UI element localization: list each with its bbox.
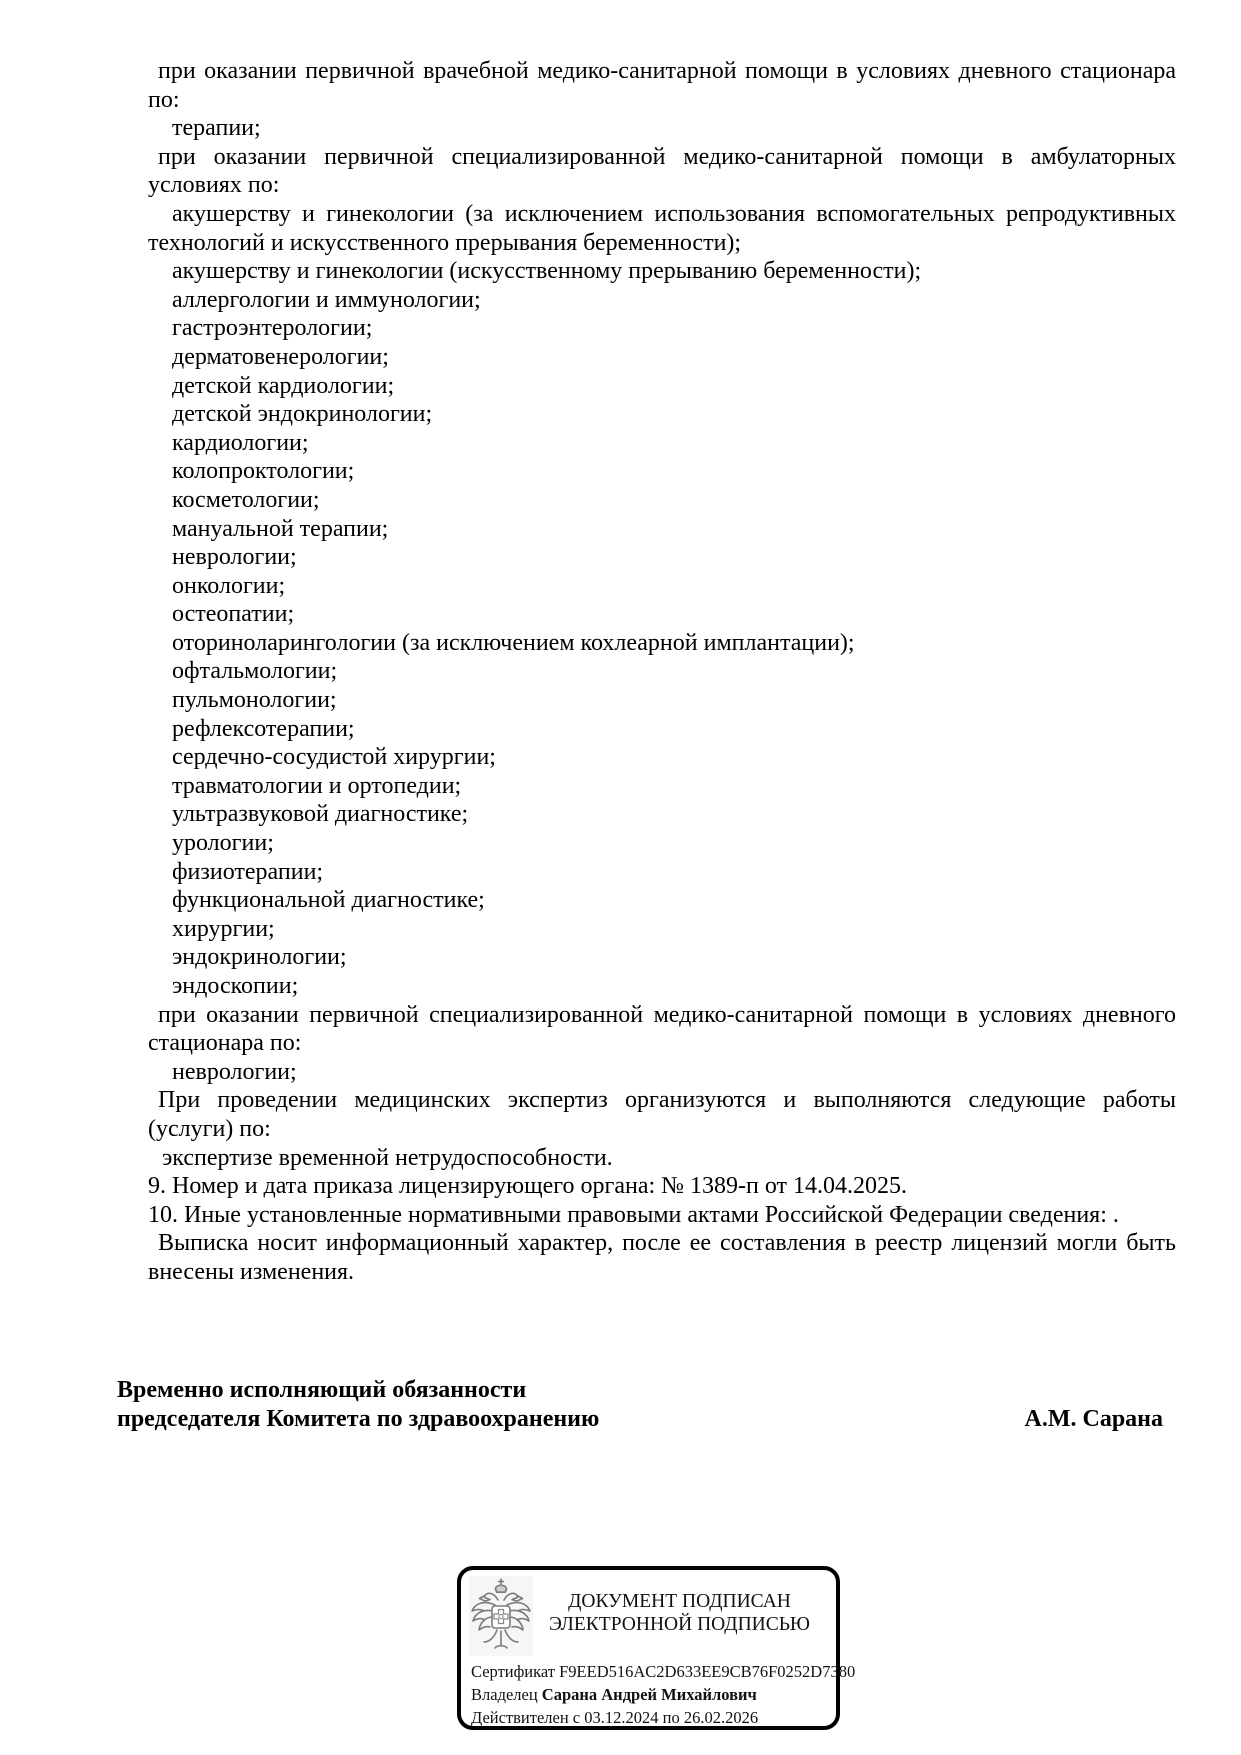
signatory-name: А.М. Сарана xyxy=(1024,1405,1163,1432)
specialty-item: сердечно-сосудистой хирургии; xyxy=(172,744,496,771)
specialty-item: травматологии и ортопедии; xyxy=(172,772,462,799)
specialty-item: детской эндокринологии; xyxy=(172,401,433,428)
specialty-item: эндокринологии; xyxy=(172,944,347,971)
specialty-item: косметологии; xyxy=(172,486,320,513)
specialty-item: мануальной терапии; xyxy=(172,515,389,542)
numbered-item-10: 10. Иные установленные нормативными правовыми актами Российской Федерации сведения: . xyxy=(148,1201,1119,1228)
specialty-item: рефлексотерапии; xyxy=(172,715,355,742)
body-paragraph: при оказании первичной специализированной медико-санитарной помощи в амбулаторных условиях по: xyxy=(148,143,1176,199)
specialty-item: оториноларингологии (за исключением кохлеарной имплантации); xyxy=(172,629,855,656)
specialty-item: ультразвуковой диагностике; xyxy=(172,801,469,828)
body-paragraph: при оказании первичной врачебной медико-санитарной помощи в условиях дневного стационара по: xyxy=(148,58,1176,113)
body-paragraph: при оказании первичной специализированной медико-санитарной помощи в условиях дневного стационара по: xyxy=(148,1001,1176,1057)
specialty-item: урологии; xyxy=(172,830,274,857)
signatory-position-line1: Временно исполняющий обязанности xyxy=(117,1377,527,1403)
specialty-item: неврологии; xyxy=(172,544,297,571)
owner-label: Владелец xyxy=(471,1685,538,1704)
specialty-item: гастроэнтерологии; xyxy=(172,315,373,342)
specialty-item: кардиологии; xyxy=(172,429,309,456)
body-paragraph: При проведении медицинских экспертиз организуются и выполняются следующие работы (услуги) по: xyxy=(148,1087,1176,1142)
specialty-item: эндоскопии; xyxy=(172,973,299,999)
specialty-item: функциональной диагностике; xyxy=(172,887,485,914)
numbered-item-9: 9. Номер и дата приказа лицензирующего органа: № 1389-п от 14.04.2025. xyxy=(148,1173,908,1200)
validity-line: Действителен с 03.12.2024 по 26.02.2026 xyxy=(471,1708,759,1727)
specialty-item: акушерству и гинекологии (искусственному прерыванию беременности); xyxy=(172,258,922,285)
specialty-item: пульмонологии; xyxy=(172,687,337,714)
specialty-item: детской кардиологии; xyxy=(172,372,395,399)
specialty-item: аллергологии и иммунологии; xyxy=(172,286,481,313)
license-text-block xyxy=(148,57,1176,1287)
specialty-item: неврологии; xyxy=(172,1058,297,1085)
roszdravnadzor-eagle-icon xyxy=(469,1576,533,1656)
specialty-item: экспертизе временной нетрудоспособности. xyxy=(162,1144,613,1171)
stamp-title-line2: ЭЛЕКТРОННОЙ ПОДПИСЬЮ xyxy=(549,1614,810,1635)
certificate-label: Сертификат xyxy=(471,1662,555,1681)
certificate-value: F9EED516AC2D633EE9CB76F0252D7380 xyxy=(559,1662,856,1681)
stamp-header xyxy=(469,1576,826,1656)
stamp-title xyxy=(533,1590,826,1656)
owner-line xyxy=(471,1683,826,1706)
signature-row xyxy=(117,1405,1163,1434)
specialty-item: офтальмологии; xyxy=(172,658,338,685)
owner-name: Сарана Андрей Михайлович xyxy=(541,1685,757,1704)
specialty-item: онкологии; xyxy=(172,572,286,599)
specialty-item: физиотерапии; xyxy=(172,858,324,885)
specialty-item: хирургии; xyxy=(172,915,275,942)
stamp-title-line1: ДОКУМЕНТ ПОДПИСАН xyxy=(568,1591,791,1612)
electronic-signature-stamp xyxy=(457,1566,856,1730)
specialty-item: колопроктологии; xyxy=(172,458,355,485)
specialty-item: дерматовенерологии; xyxy=(172,343,389,370)
specialty-item: акушерству и гинекологии (за исключением использования вспомогательных репродуктивных технологий и искусственного прерывания беременности); xyxy=(148,200,1176,256)
stamp-details xyxy=(471,1660,856,1729)
informational-note: Выписка носит информационный характер, после ее составления в реестр лицензий могли быть внесены изменения. xyxy=(148,1230,1176,1285)
signature-block xyxy=(117,1376,1163,1433)
specialty-item: терапии; xyxy=(172,115,261,142)
specialty-item: остеопатии; xyxy=(172,601,295,628)
certificate-line xyxy=(471,1660,856,1683)
signatory-position-line2: председателя Комитета по здравоохранению xyxy=(117,1405,600,1432)
